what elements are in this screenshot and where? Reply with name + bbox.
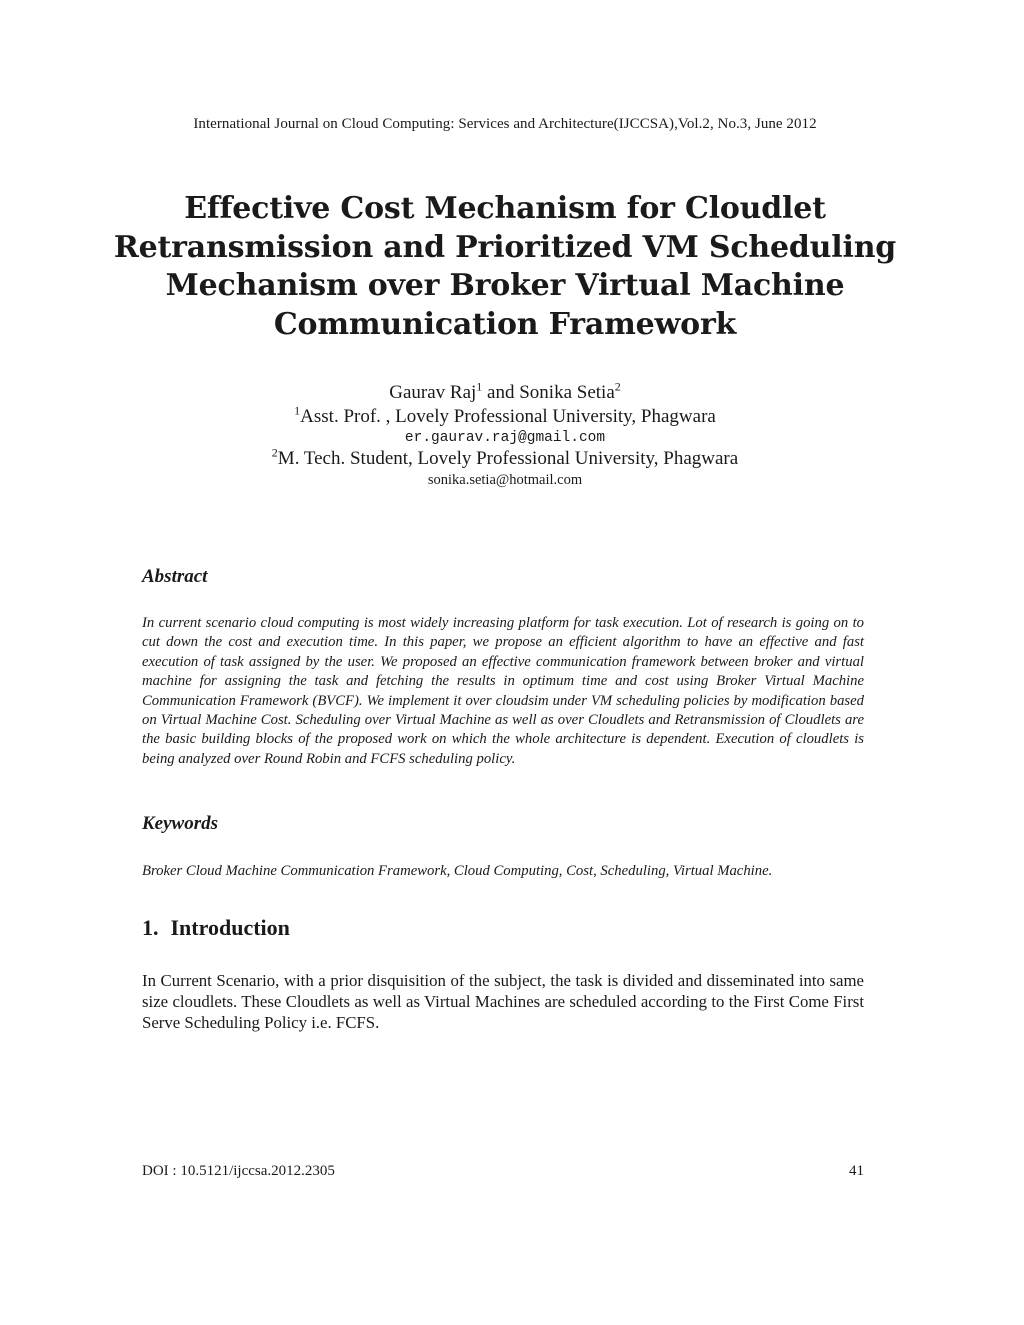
author-1-mark: 1 [476,379,483,394]
author-1-name: Gaurav Raj [389,382,477,403]
author-connector: and [482,382,520,403]
title-line: Communication Framework [273,306,737,342]
section-number: 1. [142,915,159,940]
author-2-email: sonika.setia@hotmail.com [427,472,583,488]
affiliation-1-mark: 1 [294,403,301,418]
introduction-heading [142,915,290,941]
keywords-heading: Keywords [142,813,218,834]
affiliation-2-text: M. Tech. Student, Lovely Professional University, Phagwara [277,448,739,469]
page-number: 41 [849,1163,864,1179]
author-names [100,380,910,406]
author-block [100,380,910,490]
abstract-heading: Abstract [142,566,208,587]
section-title: Introduction [170,915,290,940]
author-2-mark: 2 [614,379,621,394]
affiliation-1-text: Asst. Prof. , Lovely Professional University, Phagwara [300,406,716,427]
abstract-body: In current scenario cloud computing is most widely increasing platform for task execution. Lot of research is going on to cut down the cost and execution time. In this paper, we propose an efficient algorithm to have an effective and fast execution of task assigned by the user. We proposed an effective communication framework between broker and virtual machine for assigning the task and fetching the results in optimum time and cost using Broker Virtual Machine Communication Framework (BVCF). We implement it over cloudsim under VM scheduling policies by modification based on Virtual Machine Cost. Scheduling over Virtual Machine as well as over Cloudlets and Retransmission of Cloudlets are the basic building blocks of the proposed work on which the whole architecture is dependent. Execution of cloudlets is being analyzed over Round Robin and FCFS scheduling policy. [142,615,864,767]
title-line: Retransmission and Prioritized VM Scheduling [113,229,897,265]
introduction-body: In Current Scenario, with a prior disquisition of the subject, the task is divided and disseminated into same size cloudlets. These Cloudlets as well as Virtual Machines are scheduled according to the First Come First Serve Scheduling Policy i.e. FCFS. [142,971,864,1032]
paper-title [100,190,910,344]
author-2-name: Sonika Setia [519,382,615,403]
title-line: Effective Cost Mechanism for Cloudlet [184,191,826,226]
running-header: International Journal on Cloud Computing: Services and Architecture(IJCCSA),Vol.2, No.3, June 2012 [193,116,817,132]
affiliation-2-mark: 2 [271,445,278,460]
keywords-body: Broker Cloud Machine Communication Framework, Cloud Computing, Cost, Scheduling, Virtual Machine. [142,863,773,879]
author-1-email: er.gaurav.raj@gmail.com [404,430,606,446]
footer-doi: DOI : 10.5121/ijccsa.2012.2305 [142,1163,335,1179]
affiliation-2 [100,445,910,470]
title-line: Mechanism over Broker Virtual Machine [165,268,845,303]
affiliation-1 [100,403,910,428]
